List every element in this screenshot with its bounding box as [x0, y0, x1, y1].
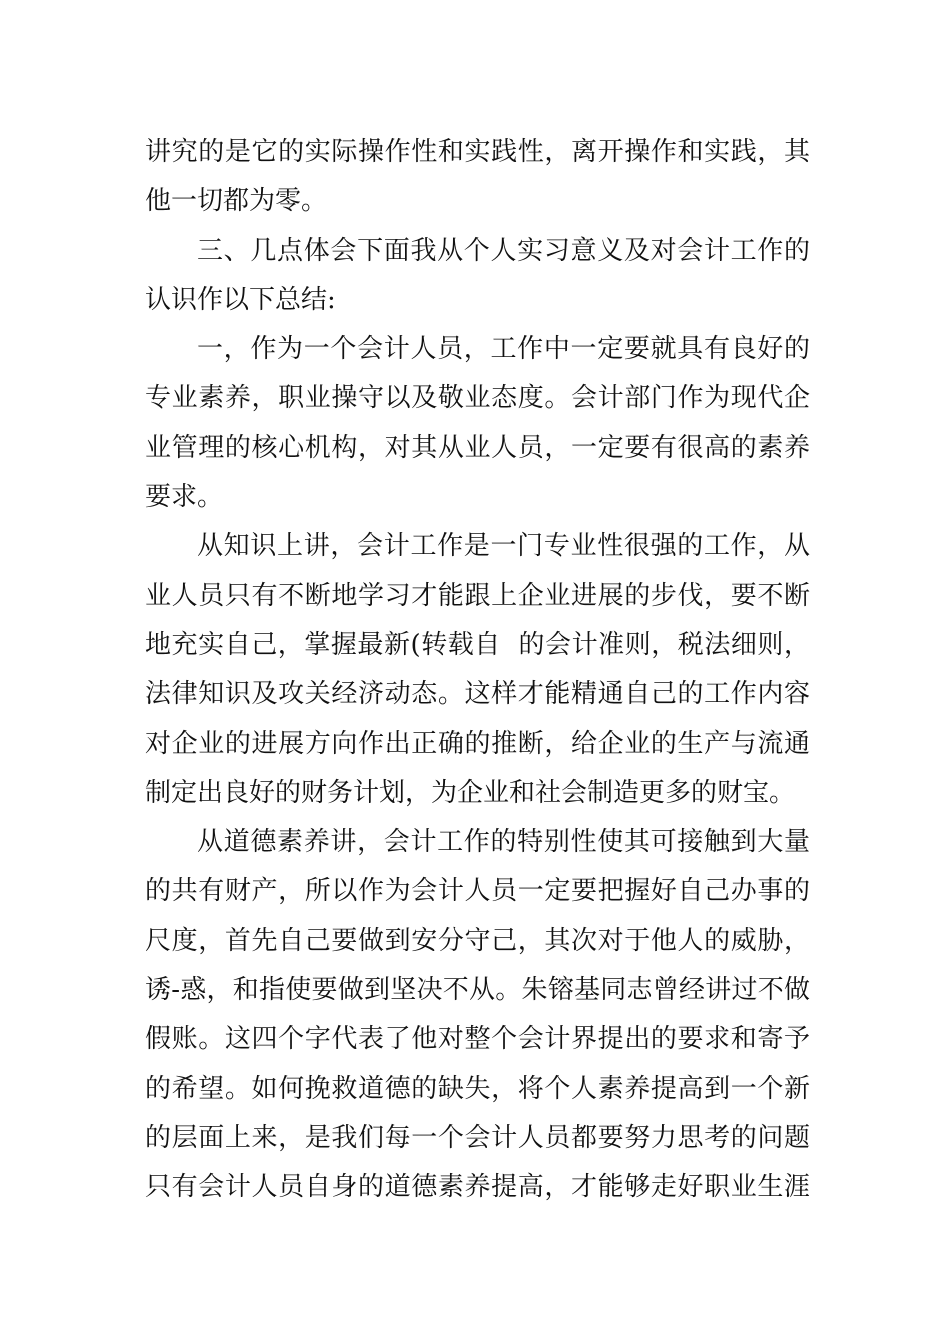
text-line-12: 法律知识及攻关经济动态。这样才能精通自己的工作内容 — [145, 679, 810, 710]
text-line-3: 三、几点体会下面我从个人实习意义及对会计工作的 — [197, 235, 810, 266]
text-line-20: 的希望。如何挽救道德的缺失，将个人素养提高到一个新 — [145, 1073, 810, 1104]
text-line-4: 认识作以下总结: — [145, 284, 336, 315]
text-line-10: 业人员只有不断地学习才能跟上企业进展的步伐，要不断 — [145, 580, 810, 611]
text-line-8: 要求。 — [145, 482, 224, 513]
text-line-7: 业管理的核心机构，对其从业人员，一定要有很高的素养 — [145, 432, 810, 463]
text-line-2: 他一切都为零。 — [145, 186, 328, 217]
text-line-6: 专业素养，职业操守以及敬业态度。会计部门作为现代企 — [145, 383, 810, 414]
text-line-18: 诱-惑，和指使要做到坚决不从。朱镕基同志曾经讲过不做 — [145, 975, 810, 1006]
text-line-9: 从知识上讲，会计工作是一门专业性很强的工作，从 — [197, 531, 810, 562]
text-line-14: 制定出良好的财务计划，为企业和社会制造更多的财宝。 — [145, 777, 796, 808]
text-line-21: 的层面上来，是我们每一个会计人员都要努力思考的问题 — [145, 1122, 810, 1153]
text-line-5: 一，作为一个会计人员，工作中一定要就具有良好的 — [197, 334, 810, 365]
document-body — [145, 128, 810, 1213]
text-line-17: 尺度，首先自己要做到安分守己，其次对于他人的威胁， — [145, 925, 810, 956]
text-line-22: 只有会计人员自身的道德素养提高，才能够走好职业生涯 — [145, 1172, 810, 1203]
text-line-15: 从道德素养讲，会计工作的特别性使其可接触到大量 — [197, 827, 810, 858]
text-line-1: 讲究的是它的实际操作性和实践性，离开操作和实践，其 — [145, 137, 810, 167]
text-line-13: 对企业的进展方向作出正确的推断，给企业的生产与流通 — [145, 728, 810, 759]
text-line-16: 的共有财产，所以作为会计人员一定要把握好自己办事的 — [145, 876, 810, 907]
text-line-19: 假账。这四个字代表了他对整个会计界提出的要求和寄予 — [145, 1024, 810, 1055]
text-line-11: 地充实自己，掌握最新(转载自 的会计准则，税法细则， — [145, 629, 810, 660]
